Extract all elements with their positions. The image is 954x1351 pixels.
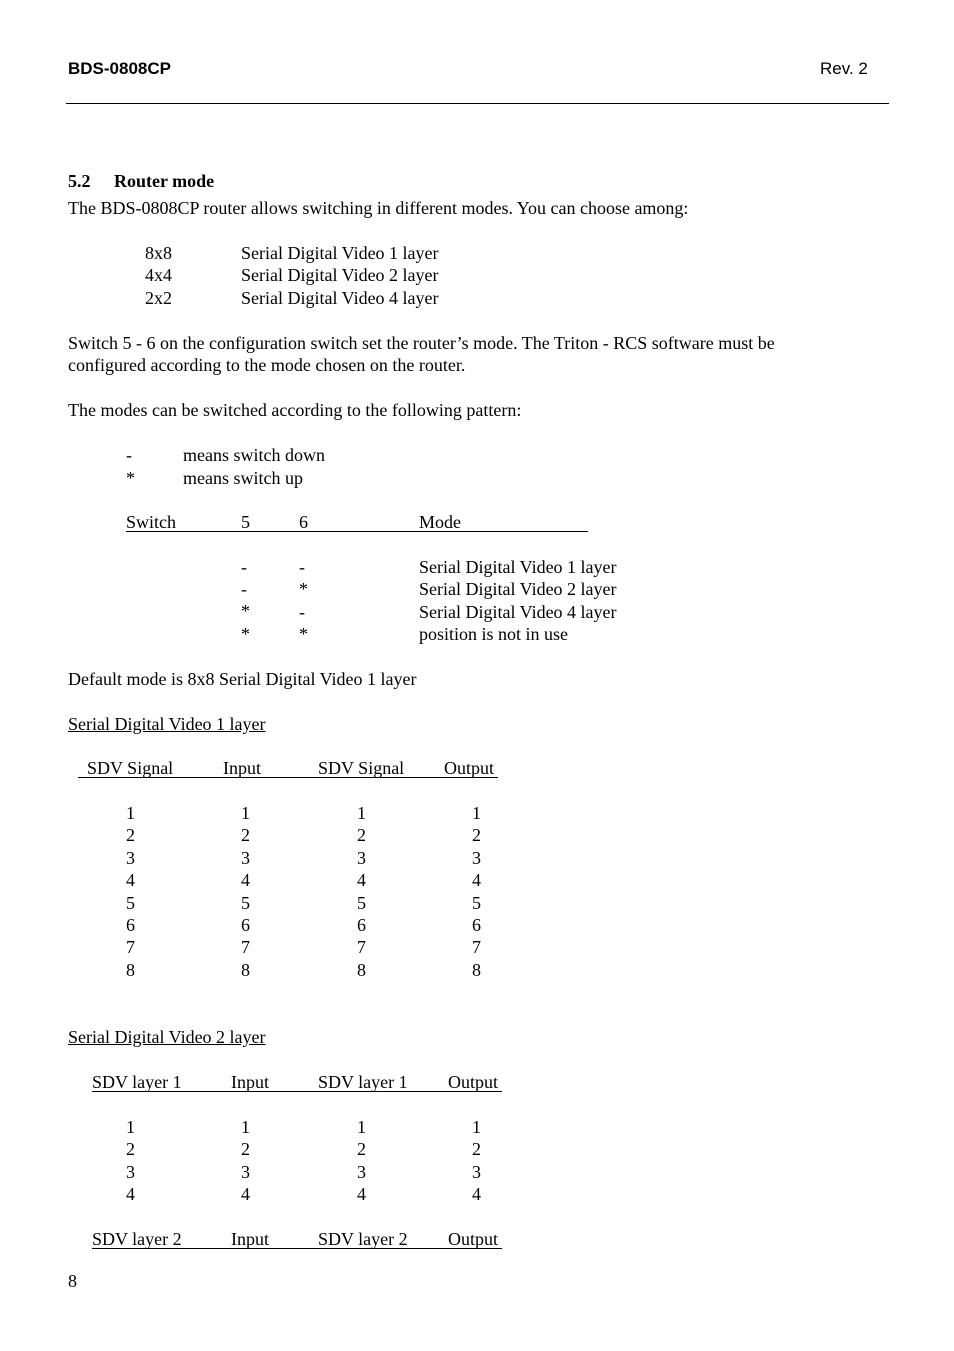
table-cell: 3 <box>126 1161 135 1182</box>
switch-paragraph-line: Switch 5 - 6 on the configuration switch set the router’s mode. The Triton - RCS software must be <box>68 333 775 353</box>
table-cell: 8 <box>126 959 135 980</box>
mode-size: 8x8 <box>145 243 172 263</box>
sdv1-header-rule <box>78 777 498 778</box>
switch-mode-value: Serial Digital Video 2 layer <box>419 579 617 599</box>
legend-desc: means switch down <box>183 445 325 465</box>
table-cell: 2 <box>472 825 481 846</box>
default-mode-note: Default mode is 8x8 Serial Digital Video 1 layer <box>68 669 417 689</box>
switch-5-value: - <box>241 579 247 599</box>
switch-6-value: - <box>299 557 305 577</box>
table-cell: 3 <box>357 847 366 868</box>
header-rule <box>66 103 889 104</box>
table-cell: 2 <box>241 1139 250 1160</box>
table-cell: 3 <box>241 847 250 868</box>
section-title: Router mode <box>114 171 215 191</box>
sdv2-layer1-header-col4: Output <box>448 1072 499 1092</box>
switch-5-value: * <box>241 624 250 644</box>
table-cell: 5 <box>241 892 250 913</box>
table-cell: 2 <box>357 1139 366 1160</box>
table-cell: 4 <box>241 1184 250 1205</box>
table-cell: 7 <box>241 937 250 958</box>
switch-mode-value: position is not in use <box>419 624 569 644</box>
mode-desc: Serial Digital Video 1 layer <box>241 243 439 263</box>
table-cell: 2 <box>126 1139 135 1160</box>
sdv2-layer2-header-col1: SDV layer 2 <box>92 1229 182 1249</box>
table-cell: 4 <box>357 1184 366 1205</box>
switch-table-header-6: 6 <box>299 512 308 532</box>
switch-6-value: * <box>299 624 308 644</box>
switch-table-header-switch: Switch <box>126 512 177 532</box>
table-cell: 7 <box>126 937 135 958</box>
table-cell: 8 <box>241 959 250 980</box>
table-cell: 6 <box>126 915 135 935</box>
switch-6-value: - <box>299 602 305 622</box>
table-cell: 1 <box>241 1117 250 1137</box>
table-cell: 2 <box>241 825 250 846</box>
mode-desc: Serial Digital Video 4 layer <box>241 288 439 308</box>
switch-mode-value: Serial Digital Video 1 layer <box>419 557 617 577</box>
table-cell: 3 <box>357 1161 366 1182</box>
table-cell: 2 <box>357 825 366 846</box>
pattern-intro: The modes can be switched according to the following pattern: <box>68 400 522 420</box>
table-cell: 3 <box>126 847 135 868</box>
switch-paragraph-line: configured according to the mode chosen on the router. <box>68 355 466 375</box>
switch-6-value: * <box>299 579 308 599</box>
sdv1-title: Serial Digital Video 1 layer <box>68 714 266 734</box>
table-cell: 2 <box>472 1139 481 1160</box>
table-cell: 5 <box>126 892 135 913</box>
sdv2-layer1-header-col3: SDV layer 1 <box>318 1072 408 1092</box>
switch-5-value: * <box>241 601 250 621</box>
switch-table-header-5: 5 <box>241 512 250 532</box>
table-cell: 1 <box>357 803 366 823</box>
table-cell: 3 <box>472 847 481 868</box>
mode-size: 4x4 <box>145 265 172 285</box>
table-cell: 6 <box>241 915 250 935</box>
switch-table-header-rule <box>126 531 588 532</box>
switch-mode-value: Serial Digital Video 4 layer <box>419 602 617 622</box>
table-cell: 4 <box>357 870 366 891</box>
section-number: 5.2 <box>68 171 91 191</box>
mode-size: 2x2 <box>145 288 172 308</box>
table-cell: 1 <box>472 803 481 823</box>
sdv1-header-col3: SDV Signal <box>318 758 405 778</box>
sdv2-layer2-header-rule <box>92 1248 502 1249</box>
sdv2-layer2-header-col2: Input <box>231 1229 269 1249</box>
table-cell: 4 <box>472 1184 481 1205</box>
table-cell: 2 <box>126 825 135 846</box>
table-cell: 6 <box>472 915 481 935</box>
table-cell: 5 <box>472 892 481 913</box>
table-cell: 1 <box>126 803 135 823</box>
sdv2-layer1-header-rule <box>92 1091 502 1092</box>
table-cell: 3 <box>241 1161 250 1182</box>
table-cell: 4 <box>472 870 481 891</box>
table-cell: 1 <box>357 1117 366 1137</box>
legend-symbol: - <box>126 445 132 465</box>
switch-table-header-mode: Mode <box>419 512 461 532</box>
sdv2-layer1-header-col2: Input <box>231 1072 269 1092</box>
table-cell: 1 <box>241 803 250 823</box>
table-cell: 3 <box>472 1161 481 1182</box>
sdv1-header-col4: Output <box>444 758 495 778</box>
table-cell: 5 <box>357 892 366 913</box>
mode-desc: Serial Digital Video 2 layer <box>241 265 439 285</box>
table-cell: 7 <box>472 937 481 958</box>
page-number: 8 <box>68 1271 77 1291</box>
table-cell: 6 <box>357 915 366 935</box>
revision-label: Rev. 2 <box>820 59 868 78</box>
table-cell: 4 <box>241 870 250 891</box>
intro-paragraph: The BDS-0808CP router allows switching in different modes. You can choose among: <box>68 198 689 218</box>
sdv2-layer2-header-col4: Output <box>448 1229 499 1249</box>
sdv1-header-col2: Input <box>223 758 261 778</box>
table-cell: 7 <box>357 937 366 958</box>
sdv1-header-col1: SDV Signal <box>87 758 174 778</box>
table-cell: 8 <box>357 959 366 980</box>
sdv2-layer1-header-col1: SDV layer 1 <box>92 1072 182 1092</box>
table-cell: 1 <box>472 1117 481 1137</box>
legend-symbol: * <box>126 468 135 488</box>
sdv2-layer2-header-col3: SDV layer 2 <box>318 1229 408 1249</box>
table-cell: 4 <box>126 870 135 891</box>
sdv2-title: Serial Digital Video 2 layer <box>68 1027 266 1047</box>
table-cell: 8 <box>472 959 481 980</box>
table-cell: 1 <box>126 1117 135 1137</box>
legend-desc: means switch up <box>183 468 303 488</box>
table-cell: 4 <box>126 1184 135 1205</box>
document-id: BDS-0808CP <box>68 59 171 78</box>
switch-5-value: - <box>241 557 247 577</box>
